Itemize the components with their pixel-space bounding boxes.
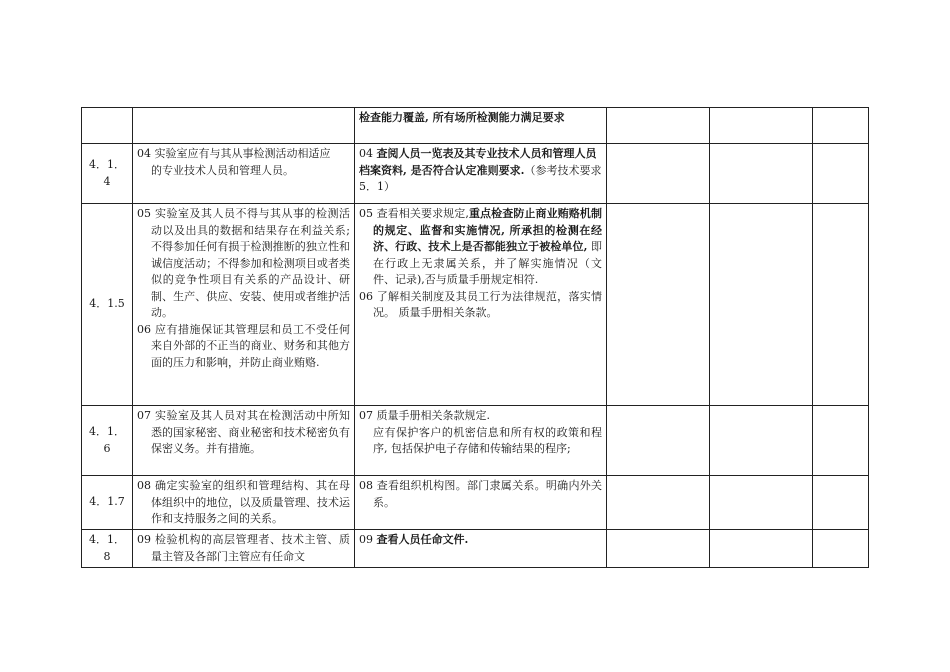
requirement-cell	[133, 530, 355, 568]
blank-cell	[710, 406, 813, 476]
check-method-cell	[355, 204, 607, 406]
clause-number-cell: 4．1． 8	[82, 530, 133, 568]
table-row	[82, 108, 869, 144]
blank-cell	[813, 476, 869, 530]
clause-number-cell: 4．1.5	[82, 204, 133, 406]
blank-cell	[710, 204, 813, 406]
blank-cell	[710, 476, 813, 530]
check-method-cell	[355, 108, 607, 144]
blank-cell	[607, 204, 710, 406]
blank-cell	[710, 530, 813, 568]
requirement-cell	[133, 204, 355, 406]
requirement-text: 05 实验室及其人员不得与其从事的检测活动以及出具的数据和结果存在利益关系;不得参加任何有损于检测推断的独立性和诚信度活动；不得参加和检测项目或者类似的竞争性项目有关系的产品设计、研制、生产、供应、安装、使用或者维护活动。	[137, 207, 350, 319]
requirement-cell	[133, 144, 355, 204]
requirement-cell	[133, 476, 355, 530]
check-text: 06 了解相关制度及其员工行为法律规范，落实情况。 质量手册相关条款。	[359, 289, 602, 319]
blank-cell	[813, 204, 869, 406]
clause-number-cell: 4．1． 6	[82, 406, 133, 476]
table-row	[82, 406, 869, 476]
check-method-cell	[355, 476, 607, 530]
check-text: 应有保护客户的机密信息和所有权的政策和程序, 包括保护电子存储和传输结果的程序;	[373, 425, 602, 455]
check-text: 检查能力覆盖, 所有场所检测能力满足要求	[359, 111, 565, 124]
clause-number-cell: 4．1． 4	[82, 144, 133, 204]
requirement-cell	[133, 108, 355, 144]
requirement-text: 08 确定实验室的组织和管理结构、其在母体组织中的地位，以及质量管理、技术运作和支持服务之间的关系。	[137, 479, 350, 525]
blank-cell	[710, 108, 813, 144]
audit-checklist-table	[81, 107, 869, 568]
table-row	[82, 204, 869, 406]
blank-cell	[813, 108, 869, 144]
requirement-text: 06 应有措施保证其管理层和员工不受任何来自外部的不正当的商业、财务和其他方面的压力和影响，并防止商业贿赂.	[137, 322, 350, 369]
requirement-text: 09 检验机构的高层管理者、技术主管、质量主管及各部门主管应有任命文	[137, 533, 350, 563]
check-method-cell	[355, 530, 607, 568]
check-method-cell	[355, 406, 607, 476]
table-row	[82, 530, 869, 568]
check-text: 08 查看组织机构图。部门隶属关系。明确内外关系。	[359, 479, 602, 509]
clause-number-cell	[82, 108, 133, 144]
requirement-text: 04 实验室应有与其从事检测活动相适应	[137, 147, 331, 160]
check-text: 07 质量手册相关条款规定.	[359, 409, 490, 422]
requirement-cell	[133, 406, 355, 476]
check-text: 05 查看相关要求规定,重点检查防止商业贿赂机制的规定、监督和实施情况, 所承担的检测在经济、行政、技术上是否都能独立于被检单位, 即在行政上无隶属关系，并了解实施情况（文件、记录),否与质量手册规定相符.	[359, 207, 603, 286]
check-method-cell	[355, 144, 607, 204]
clause-number-cell: 4．1.7	[82, 476, 133, 530]
blank-cell	[607, 144, 710, 204]
blank-cell	[813, 530, 869, 568]
blank-cell	[607, 530, 710, 568]
requirement-text: 07 实验室及其人员对其在检测活动中所知悉的国家秘密、商业秘密和技术秘密负有保密义务。并有措施。	[137, 409, 350, 455]
requirement-text: 的专业技术人员和管理人员。	[151, 163, 294, 177]
blank-cell	[813, 144, 869, 204]
check-text: 04 查阅人员一览表及其专业技术人员和管理人员档案资料, 是否符合认定准则要求.（参考技术要求5．1）	[359, 147, 602, 193]
blank-cell	[710, 144, 813, 204]
blank-cell	[607, 108, 710, 144]
blank-cell	[607, 406, 710, 476]
blank-cell	[607, 476, 710, 530]
blank-cell	[813, 406, 869, 476]
check-text: 09 查看人员任命文件.	[359, 533, 469, 546]
table-row	[82, 476, 869, 530]
table-row	[82, 144, 869, 204]
